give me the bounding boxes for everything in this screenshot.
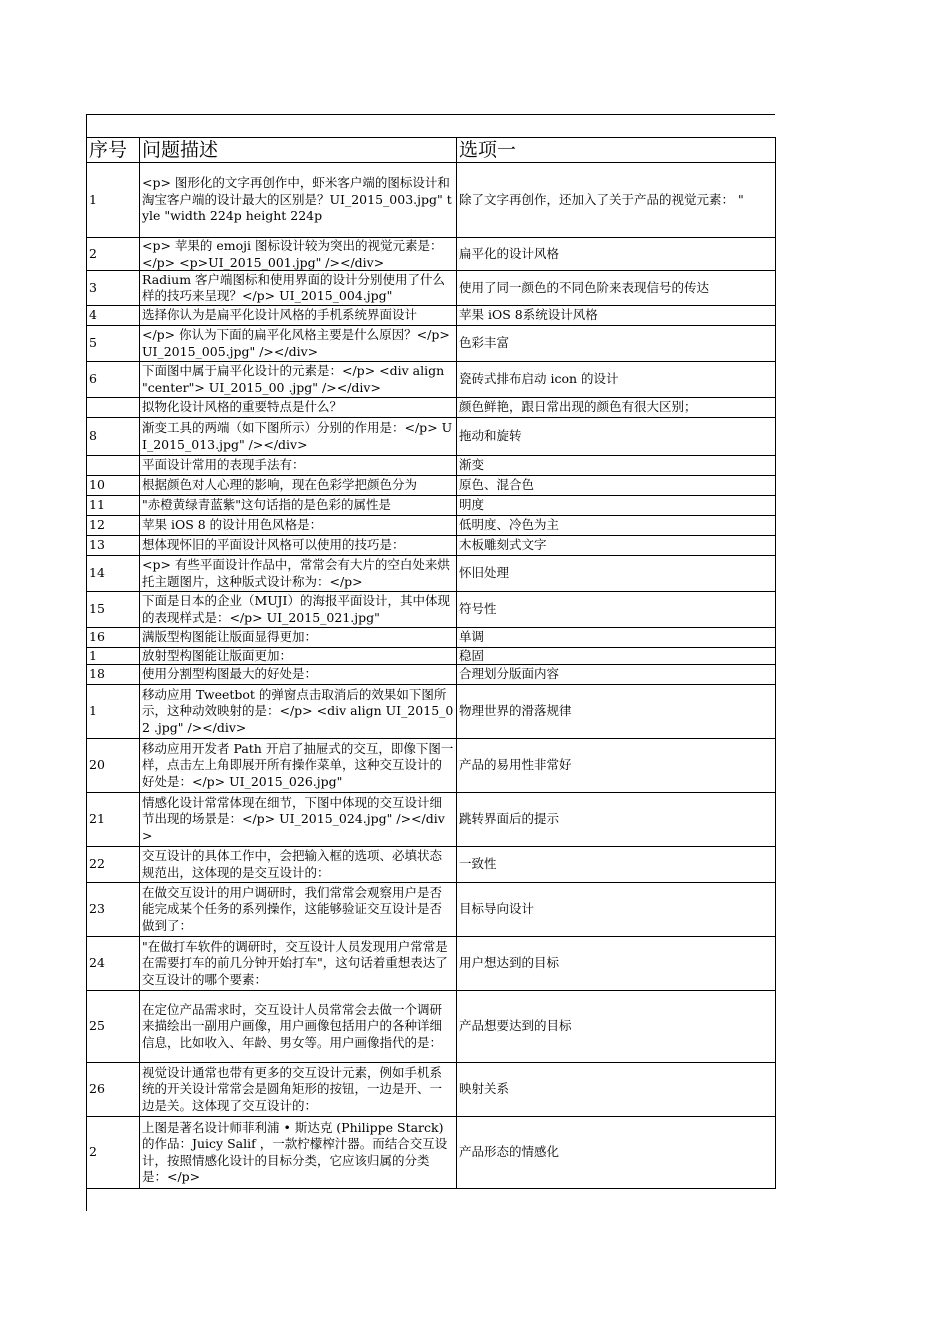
row-option-one: 符号性 xyxy=(457,592,776,628)
row-index: 23 xyxy=(87,883,140,937)
table-row xyxy=(87,163,776,238)
row-index: 14 xyxy=(87,556,140,592)
row-index: 16 xyxy=(87,628,140,648)
table-body xyxy=(87,163,776,1189)
row-option-one: 除了文字再创作，还加入了关于产品的视觉元素： " xyxy=(457,163,776,238)
row-option-one: 合理划分版面内容 xyxy=(457,665,776,685)
table-row xyxy=(87,1117,776,1189)
row-option-one: 低明度、冷色为主 xyxy=(457,516,776,536)
row-index: 15 xyxy=(87,592,140,628)
table-row xyxy=(87,306,776,326)
row-question: 视觉设计通常也带有更多的交互设计元素，例如手机系统的开关设计常常会是圆角矩形的按钮，一边是开、一边是关。这体现了交互设计的： xyxy=(140,1063,457,1117)
row-index xyxy=(87,456,140,476)
row-option-one: 产品想要达到的目标 xyxy=(457,991,776,1063)
row-index: 12 xyxy=(87,516,140,536)
row-question: 苹果 iOS 8 的设计用色风格是： xyxy=(140,516,457,536)
row-index: 3 xyxy=(87,271,140,306)
row-question: 使用分割型构图最大的好处是： xyxy=(140,665,457,685)
row-index: 26 xyxy=(87,1063,140,1117)
row-question: 在做交互设计的用户调研时，我们常常会观察用户是否能完成某个任务的系列操作，这能够验证交互设计是否做到了： xyxy=(140,883,457,937)
row-option-one: 拖动和旋转 xyxy=(457,418,776,456)
table-row xyxy=(87,456,776,476)
row-option-one: 一致性 xyxy=(457,847,776,883)
row-question: 渐变工具的两端（如下图所示）分别的作用是：</p> UI_2015_013.jpg" /></div> xyxy=(140,418,457,456)
row-option-one: 颜色鲜艳，跟日常出现的颜色有很大区别； xyxy=(457,398,776,418)
row-question: 移动应用 Tweetbot 的弹窗点击取消后的效果如下图所示，这种动效映射的是：</p> <div align UI_2015_02 .jpg" /></div> xyxy=(140,685,457,739)
row-index: 2 xyxy=(87,238,140,271)
row-question: 交互设计的具体工作中，会把输入框的选项、必填状态规范出，这体现的是交互设计的： xyxy=(140,847,457,883)
row-question: 选择你认为是扁平化设计风格的手机系统界面设计 xyxy=(140,306,457,326)
table-row xyxy=(87,883,776,937)
table-row xyxy=(87,326,776,362)
row-option-one: 稳固 xyxy=(457,648,776,665)
row-index: 2 xyxy=(87,1117,140,1189)
row-index: 1 xyxy=(87,648,140,665)
table-row xyxy=(87,739,776,793)
table-row xyxy=(87,991,776,1063)
table-row xyxy=(87,418,776,456)
question-table xyxy=(86,137,776,1189)
row-index: 4 xyxy=(87,306,140,326)
row-option-one: 扁平化的设计风格 xyxy=(457,238,776,271)
row-question: 下面是日本的企业（MUJI）的海报平面设计，其中体现的表现样式是：</p> UI_2015_021.jpg" xyxy=(140,592,457,628)
row-option-one: 物理世界的滑落规律 xyxy=(457,685,776,739)
table-row xyxy=(87,516,776,536)
header-option-one: 选项一 xyxy=(457,138,776,163)
row-question: </p> 你认为下面的扁平化风格主要是什么原因？</p> UI_2015_005.jpg" /></div> xyxy=(140,326,457,362)
row-question: <p> 图形化的文字再创作中，虾米客户端的图标设计和淘宝客户端的设计最大的区别是？UI_2015_003.jpg" tyle "width 224p height 224p xyxy=(140,163,457,238)
row-index: 21 xyxy=(87,793,140,847)
row-option-one: 用户想达到的目标 xyxy=(457,937,776,991)
table-row xyxy=(87,271,776,306)
table-row xyxy=(87,937,776,991)
row-option-one: 跳转界面后的提示 xyxy=(457,793,776,847)
table-row xyxy=(87,362,776,398)
row-option-one: 木板雕刻式文字 xyxy=(457,536,776,556)
table-row xyxy=(87,793,776,847)
table-row xyxy=(87,628,776,648)
table-row xyxy=(87,476,776,496)
row-question: Radium 客户端图标和使用界面的设计分别使用了什么样的技巧来呈现？</p> UI_2015_004.jpg" xyxy=(140,271,457,306)
row-question: 想体现怀旧的平面设计风格可以使用的技巧是： xyxy=(140,536,457,556)
row-index: 5 xyxy=(87,326,140,362)
row-index: 13 xyxy=(87,536,140,556)
row-option-one: 色彩丰富 xyxy=(457,326,776,362)
table-row xyxy=(87,847,776,883)
header-index: 序号 xyxy=(87,138,140,163)
row-index: 1 xyxy=(87,685,140,739)
row-option-one: 原色、混合色 xyxy=(457,476,776,496)
table-row xyxy=(87,398,776,418)
table-row xyxy=(87,1063,776,1117)
row-index: 25 xyxy=(87,991,140,1063)
table-row xyxy=(87,536,776,556)
row-question: 移动应用开发者 Path 开启了抽屉式的交互，即像下图一样，点击左上角即展开所有操作菜单，这种交互设计的好处是：</p> UI_2015_026.jpg" xyxy=(140,739,457,793)
row-question: 根据颜色对人心理的影响，现在色彩学把颜色分为 xyxy=(140,476,457,496)
header-row xyxy=(87,138,776,163)
table-row xyxy=(87,648,776,665)
row-question: 上图是著名设计师菲利浦 • 斯达克 (Philippe Starck) 的作品：Juicy Salif ，一款柠檬榨汁器。而结合交互设计，按照情感化设计的目标分类，它应该归属的分类是：</p> xyxy=(140,1117,457,1189)
table-row xyxy=(87,685,776,739)
table-row xyxy=(87,556,776,592)
row-option-one: 瓷砖式排布启动 icon 的设计 xyxy=(457,362,776,398)
row-index: 18 xyxy=(87,665,140,685)
row-index: 20 xyxy=(87,739,140,793)
row-index xyxy=(87,398,140,418)
row-index: 24 xyxy=(87,937,140,991)
row-option-one: 产品的易用性非常好 xyxy=(457,739,776,793)
row-question: <p> 有些平面设计作品中，常常会有大片的空白处来烘托主题图片，这种版式设计称为：</p> xyxy=(140,556,457,592)
row-question: "在做打车软件的调研时，交互设计人员发现用户常常是在需要打车的前几分钟开始打车"，这句话着重想表达了交互设计的哪个要素： xyxy=(140,937,457,991)
row-index: 11 xyxy=(87,496,140,516)
row-question: 放射型构图能让版面更加： xyxy=(140,648,457,665)
row-index: 22 xyxy=(87,847,140,883)
row-index: 1 xyxy=(87,163,140,238)
row-option-one: 渐变 xyxy=(457,456,776,476)
row-question: <p> 苹果的 emoji 图标设计较为突出的视觉元素是：</p> <p>UI_2015_001.jpg" /></div> xyxy=(140,238,457,271)
row-option-one: 怀旧处理 xyxy=(457,556,776,592)
row-option-one: 产品形态的情感化 xyxy=(457,1117,776,1189)
row-question: 满版型构图能让版面显得更加： xyxy=(140,628,457,648)
table-row xyxy=(87,592,776,628)
table-row xyxy=(87,496,776,516)
row-index: 8 xyxy=(87,418,140,456)
row-index: 10 xyxy=(87,476,140,496)
table-row xyxy=(87,665,776,685)
row-option-one: 目标导向设计 xyxy=(457,883,776,937)
row-option-one: 映射关系 xyxy=(457,1063,776,1117)
row-question: 平面设计常用的表现手法有： xyxy=(140,456,457,476)
table-row xyxy=(87,238,776,271)
row-option-one: 使用了同一颜色的不同色阶来表现信号的传达 xyxy=(457,271,776,306)
row-option-one: 单调 xyxy=(457,628,776,648)
row-option-one: 苹果 iOS 8系统设计风格 xyxy=(457,306,776,326)
row-index: 6 xyxy=(87,362,140,398)
row-question: 下面图中属于扁平化设计的元素是：</p> <div align "center"> UI_2015_00 .jpg" /></div> xyxy=(140,362,457,398)
row-question: 拟物化设计风格的重要特点是什么？ xyxy=(140,398,457,418)
row-question: 在定位产品需求时，交互设计人员常常会去做一个调研来描绘出一副用户画像，用户画像包括用户的各种详细信息，比如收入、年龄、男女等。用户画像指代的是： xyxy=(140,991,457,1063)
header-question: 问题描述 xyxy=(140,138,457,163)
row-question: 情感化设计常常体现在细节，下图中体现的交互设计细节出现的场景是：</p> UI_2015_024.jpg" /></div> xyxy=(140,793,457,847)
row-question: "赤橙黄绿青蓝紫"这句话指的是色彩的属性是 xyxy=(140,496,457,516)
row-option-one: 明度 xyxy=(457,496,776,516)
